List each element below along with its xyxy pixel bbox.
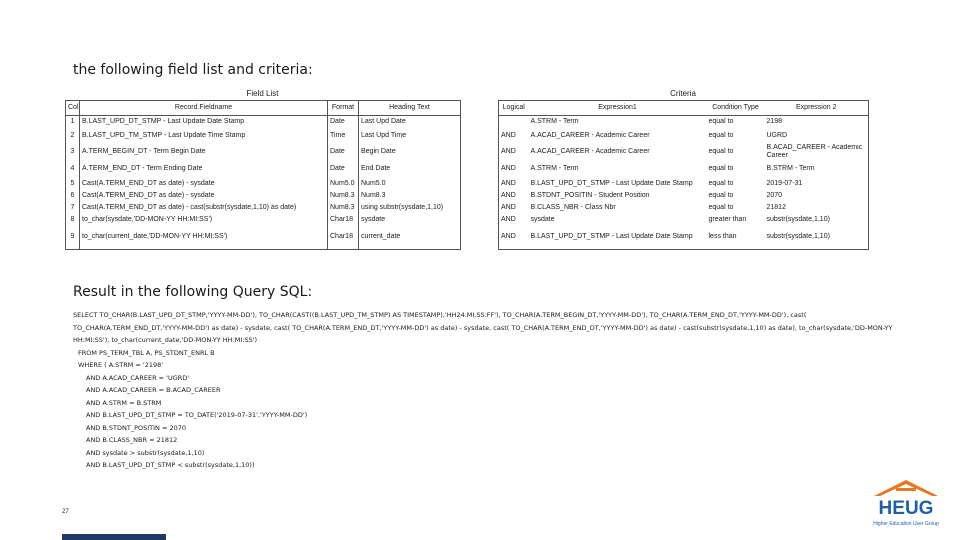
sql-query bbox=[73, 309, 893, 472]
col-header-condition-type: Condition Type bbox=[707, 101, 765, 116]
criteria-logical-cell: AND bbox=[501, 233, 516, 241]
field-row bbox=[66, 214, 461, 226]
criteria-table bbox=[498, 100, 869, 250]
criteria-expression1-cell: B.STDNT_POSITIN - Student Position bbox=[530, 191, 650, 199]
criteria-logical-cell: AND bbox=[501, 164, 516, 172]
sql-line: SELECT TO_CHAR(B.LAST_UPD_DT_STMP,'YYYY-MM-DD'), TO_CHAR(CAST((B.LAST_UPD_TM_STMP) AS TIMESTAMP),'HH24.MI.SS.FF'), TO_CHAR(A.TERM_BEGIN_DT,'YYYY-MM-DD'), TO_CHAR(A.TERM_END_DT,'YYYY-MM-DD'), cast( bbox=[73, 311, 807, 319]
criteria-logical-cell bbox=[499, 116, 529, 128]
field-row bbox=[66, 190, 461, 202]
criteria-expression2-cell: UGRD bbox=[766, 131, 788, 139]
field-col-cell: 4 bbox=[66, 160, 80, 178]
criteria-expression2-cell: B.STRM - Term bbox=[766, 164, 815, 172]
sql-line: AND B.CLASS_NBR = 21812 bbox=[86, 436, 178, 444]
field-format-cell: Char18 bbox=[328, 214, 359, 226]
criteria-row bbox=[499, 178, 869, 190]
field-heading-cell: current_date bbox=[359, 226, 461, 250]
field-row bbox=[66, 178, 461, 190]
field-col-cell: 9 bbox=[66, 226, 80, 250]
field-row bbox=[66, 202, 461, 214]
criteria-condition-cell: equal to bbox=[708, 164, 734, 172]
criteria-expression2-cell: 2019-07-31 bbox=[766, 179, 803, 187]
logo-tagline: Higher Education User Group bbox=[873, 521, 939, 527]
criteria-expression1-cell: A.STRM - Term bbox=[530, 117, 579, 125]
field-col-cell: 1 bbox=[66, 116, 80, 128]
field-row bbox=[66, 226, 461, 250]
criteria-condition-cell: equal to bbox=[708, 147, 734, 155]
field-row bbox=[66, 116, 461, 128]
field-col-cell: 7 bbox=[66, 202, 80, 214]
field-heading-cell: using substr(sysdate,1,10) bbox=[359, 202, 461, 214]
field-name-cell: B.LAST_UPD_TM_STMP - Last Update Time Stamp bbox=[80, 128, 328, 144]
field-name-cell: Cast(A.TERM_END_DT as date) - sysdate bbox=[80, 178, 328, 190]
col-header-col: Col bbox=[66, 101, 80, 116]
criteria-expression1-cell: B.LAST_UPD_DT_STMP - Last Update Date Stamp bbox=[530, 233, 693, 241]
col-header-heading-text: Heading Text bbox=[359, 101, 461, 116]
field-name-cell: to_char(sysdate,'DD-MON-YY HH:MI:SS') bbox=[80, 214, 328, 226]
field-heading-cell: Last Upd Date bbox=[359, 116, 461, 128]
criteria-row bbox=[499, 226, 869, 250]
sql-line: FROM PS_TERM_TBL A, PS_STDNT_ENRL B bbox=[78, 348, 215, 357]
criteria-condition-cell: equal to bbox=[708, 203, 734, 211]
field-format-cell: Date bbox=[328, 144, 359, 160]
criteria-row bbox=[499, 214, 869, 226]
field-heading-cell: sysdate bbox=[359, 214, 461, 226]
sql-line: AND B.LAST_UPD_DT_STMP = TO_DATE('2019-07-31','YYYY-MM-DD') bbox=[86, 411, 308, 419]
field-heading-cell: Begin Date bbox=[359, 144, 461, 160]
col-header-expression2: Expression 2 bbox=[765, 101, 869, 116]
criteria-condition-cell: less than bbox=[708, 233, 737, 241]
criteria-row bbox=[499, 128, 869, 144]
heug-logo bbox=[866, 474, 946, 530]
criteria-row bbox=[499, 116, 869, 128]
criteria-logical-cell: AND bbox=[501, 215, 516, 223]
footer-bar bbox=[62, 534, 166, 540]
field-format-cell: Date bbox=[328, 116, 359, 128]
field-format-cell: Time bbox=[328, 128, 359, 144]
col-header-fieldname: Record.Fieldname bbox=[80, 101, 328, 116]
criteria-condition-cell: greater than bbox=[708, 215, 747, 223]
field-row bbox=[66, 144, 461, 160]
field-list-table bbox=[65, 100, 461, 250]
criteria-header-row bbox=[499, 101, 869, 116]
criteria-row bbox=[499, 202, 869, 214]
field-heading-cell: Num5.0 bbox=[359, 178, 461, 190]
criteria-logical-cell: AND bbox=[501, 191, 516, 199]
criteria-condition-cell: equal to bbox=[708, 131, 734, 139]
sql-line: TO_CHAR(A.TERM_END_DT,'YYYY-MM-DD') as date) - sysdate, cast( TO_CHAR(A.TERM_END_DT,'YYYY-MM-DD') as date) - sysdate, cast( TO_CHAR(A.TERM_END_DT,'YYYY-MM-DD') as date) - cast(substr(sysdate,1,10) as date), to_char(sysdate,'DD-MON-YY bbox=[73, 323, 893, 332]
sql-line: AND A.STRM = B.STRM bbox=[86, 398, 162, 407]
result-heading: Result in the following Query SQL: bbox=[73, 284, 313, 300]
col-header-format: Format bbox=[328, 101, 359, 116]
sql-line: AND A.ACAD_CAREER = B.ACAD_CAREER bbox=[86, 386, 221, 394]
field-format-cell: Num5.0 bbox=[328, 178, 359, 190]
criteria-logical-cell: AND bbox=[501, 147, 516, 155]
field-name-cell: Cast(A.TERM_END_DT as date) - cast(substr(sysdate,1,10) as date) bbox=[80, 202, 328, 214]
field-col-cell: 8 bbox=[66, 214, 80, 226]
field-list-caption: Field List bbox=[246, 89, 279, 98]
field-list-header-row bbox=[66, 101, 461, 116]
field-col-cell: 6 bbox=[66, 190, 80, 202]
sql-line: AND B.STDNT_POSITIN = 2070 bbox=[86, 423, 187, 432]
criteria-condition-cell: equal to bbox=[708, 191, 734, 199]
criteria-logical-cell: AND bbox=[501, 203, 516, 211]
criteria-caption: Criteria bbox=[670, 89, 696, 98]
field-heading-cell: Num8.3 bbox=[359, 190, 461, 202]
sql-line: AND A.ACAD_CAREER = 'UGRD' bbox=[86, 373, 190, 382]
criteria-row bbox=[499, 160, 869, 178]
criteria-expression1-cell: A.ACAD_CAREER - Academic Career bbox=[530, 131, 650, 139]
field-name-cell: Cast(A.TERM_END_DT as date) - sysdate bbox=[80, 190, 328, 202]
field-name-cell: B.LAST_UPD_DT_STMP - Last Update Date Stamp bbox=[80, 116, 328, 128]
criteria-row bbox=[499, 144, 869, 160]
sql-line: HH:MI:SS'), to_char(current_date,'DD-MON-YY HH:MI:SS') bbox=[73, 336, 258, 344]
field-name-cell: A.TERM_END_DT - Term Ending Date bbox=[80, 160, 328, 178]
criteria-expression2-cell: substr(sysdate,1,10) bbox=[766, 233, 830, 241]
field-heading-cell: Last Upd Time bbox=[359, 128, 461, 144]
criteria-logical-cell: AND bbox=[501, 179, 516, 187]
field-col-cell: 3 bbox=[66, 144, 80, 160]
logo-roof-beam bbox=[896, 488, 916, 491]
field-format-cell: Num8.3 bbox=[328, 190, 359, 202]
criteria-expression2-cell: B.ACAD_CAREER - Academic Career bbox=[766, 143, 863, 159]
criteria-condition-cell: equal to bbox=[708, 179, 734, 187]
criteria-expression2-cell: substr(sysdate,1,10) bbox=[766, 215, 830, 223]
field-row bbox=[66, 128, 461, 144]
criteria-expression2-cell: 2070 bbox=[766, 191, 783, 199]
field-row bbox=[66, 160, 461, 178]
criteria-expression1-cell: B.LAST_UPD_DT_STMP - Last Update Date Stamp bbox=[530, 179, 693, 187]
col-header-logical: Logical bbox=[499, 101, 529, 116]
field-format-cell: Char18 bbox=[328, 226, 359, 250]
sql-line: WHERE ( A.STRM = '2198' bbox=[78, 361, 164, 369]
criteria-condition-cell: equal to bbox=[708, 117, 734, 125]
criteria-expression2-cell: 21812 bbox=[766, 203, 786, 211]
sql-line: AND sysdate > substr(sysdate,1,10) bbox=[86, 448, 205, 457]
criteria-row bbox=[499, 190, 869, 202]
logo-text: HEUG bbox=[878, 498, 934, 519]
field-col-cell: 2 bbox=[66, 128, 80, 144]
col-header-expression1: Expression1 bbox=[529, 101, 707, 116]
page-number: 27 bbox=[62, 509, 69, 515]
criteria-logical-cell: AND bbox=[501, 131, 516, 139]
field-name-cell: to_char(current_date,'DD-MON-YY HH:MI:SS') bbox=[80, 226, 328, 250]
sql-line: AND B.LAST_UPD_DT_STMP < substr(sysdate,1,10)) bbox=[86, 461, 255, 469]
field-format-cell: Date bbox=[328, 160, 359, 178]
field-name-cell: A.TERM_BEGIN_DT - Term Begin Date bbox=[80, 144, 328, 160]
intro-heading: the following field list and criteria: bbox=[73, 62, 313, 78]
criteria-expression2-cell: 2198 bbox=[766, 117, 783, 125]
field-format-cell: Num8.3 bbox=[328, 202, 359, 214]
criteria-expression1-cell: A.ACAD_CAREER - Academic Career bbox=[530, 147, 650, 155]
criteria-expression1-cell: B.CLASS_NBR - Class Nbr bbox=[530, 203, 616, 211]
field-col-cell: 5 bbox=[66, 178, 80, 190]
criteria-expression1-cell: sysdate bbox=[530, 215, 555, 223]
criteria-expression1-cell: A.STRM - Term bbox=[530, 164, 579, 172]
field-heading-cell: End Date bbox=[359, 160, 461, 178]
